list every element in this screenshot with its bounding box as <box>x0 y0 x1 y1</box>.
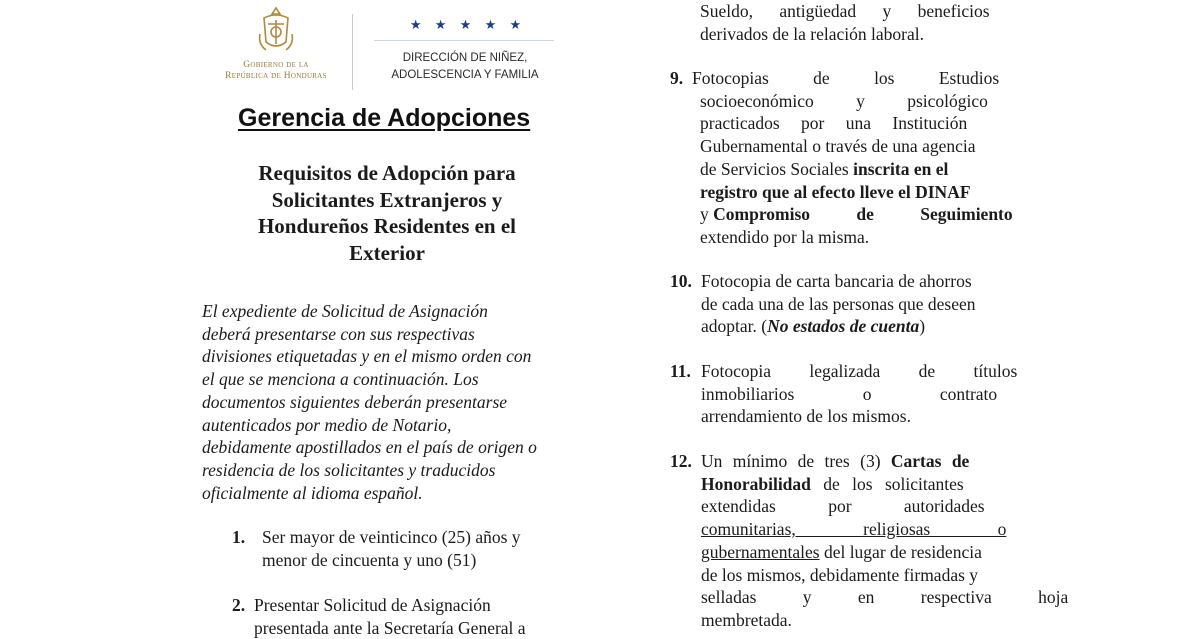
requirement-item <box>232 594 590 639</box>
coat-of-arms-icon <box>254 4 298 56</box>
item-line: Ser mayor de veinticinco (25) años y <box>262 527 521 547</box>
item-text: ) <box>919 316 926 337</box>
stars-icon: ★ ★ ★ ★ ★ <box>409 17 527 32</box>
item-line <box>701 315 1026 338</box>
item-line: Gubernamental o través de una agencia <box>700 136 976 157</box>
item-number: 2. <box>232 595 246 615</box>
item-line: practicados por una Institución <box>700 113 968 134</box>
government-logo <box>212 4 340 86</box>
document-subtitle <box>222 160 552 266</box>
item-number: 1. <box>232 527 246 547</box>
item-line: arrendamiento de los mismos. <box>701 406 911 427</box>
item-line <box>701 541 1026 564</box>
intro-line: divisiones etiquetadas y en el mismo orden con <box>202 346 532 367</box>
government-line: República de Honduras <box>225 71 327 81</box>
item-line: Presentar Solicitud de Asignación <box>254 595 491 615</box>
item-line: presentada ante la Secretaría General a <box>254 617 526 638</box>
item-number: 9. <box>670 68 684 88</box>
bold-italic-text: No estados de cuenta <box>767 316 920 337</box>
item-line: Fotocopias de los Estudios <box>692 68 1000 88</box>
intro-line: El expediente de Solicitud de Asignación <box>202 301 488 321</box>
item-number: 10. <box>670 271 692 291</box>
item-number: 12. <box>670 451 692 471</box>
bold-text: Compromiso de Seguimiento <box>713 204 1013 225</box>
item-line: de los mismos, debidamente firmadas y <box>701 564 979 585</box>
item-line: menor de cincuenta y uno (51) <box>262 549 477 570</box>
intro-line: autenticados por medio de Notario, <box>202 414 452 435</box>
item-text: del lugar de residencia <box>819 541 982 562</box>
requirement-item-10 <box>670 270 1026 338</box>
requirement-item-9 <box>670 67 1026 249</box>
text-line: Sueldo, antigüedad y beneficios <box>700 1 990 21</box>
item-text: de los solicitantes <box>810 473 964 494</box>
item-line <box>700 158 1026 181</box>
agency-line: DIRECCIÓN DE NIÑEZ, <box>402 52 528 64</box>
government-text <box>212 60 340 82</box>
subtitle-line: Hondureños Residentes en el <box>257 214 517 238</box>
subtitle-line: Solicitantes Extranjeros y <box>271 187 503 212</box>
intro-line: residencia de los solicitantes y traducidos <box>202 459 496 480</box>
continued-text <box>700 0 1026 45</box>
text-line: derivados de la relación laboral. <box>700 23 924 44</box>
agency-line: ADOLESCENCIA Y FAMILIA <box>391 69 539 81</box>
intro-paragraph <box>202 300 590 504</box>
item-line: extendidas por autoridades <box>701 496 985 517</box>
item-line <box>700 203 1026 226</box>
item-line: membretada. <box>701 609 792 630</box>
government-line: Gobierno de la <box>243 60 309 70</box>
item-line: extendido por la misma. <box>700 226 870 247</box>
item-text: de Servicios Sociales <box>700 158 854 179</box>
requirement-item-12 <box>670 450 1069 632</box>
intro-line: el que se menciona a continuación. Los <box>202 369 479 390</box>
intro-line: oficialmente al idioma español. <box>202 482 423 503</box>
intro-line: debidamente apostillados en el país de origen o <box>202 437 537 458</box>
subtitle-line: Requisitos de Adopción para <box>258 161 516 185</box>
intro-line: documentos siguientes deberán presentarse <box>202 391 508 412</box>
intro-line: deberá presentarse con sus respectivas <box>202 323 475 344</box>
underlined-text: gubernamentales <box>701 541 820 562</box>
item-line <box>701 450 1026 473</box>
header-rule <box>374 40 554 41</box>
item-line: de cada una de las personas que deseen <box>701 293 976 314</box>
bold-text: inscrita en el <box>853 158 949 179</box>
item-line <box>701 473 1026 496</box>
item-text: y <box>700 204 714 225</box>
item-line: Fotocopia legalizada de títulos <box>701 361 1018 381</box>
item-line: Fotocopia de carta bancaria de ahorros <box>701 271 972 291</box>
underlined-text: comunitarias, religiosas o <box>701 519 1007 540</box>
subtitle-line: Exterior <box>349 240 425 265</box>
bold-text: Honorabilidad <box>701 473 811 494</box>
page-title: Gerencia de Adopciones <box>238 104 531 132</box>
item-line: inmobiliarios o contrato <box>701 383 998 404</box>
header-divider <box>352 14 353 90</box>
bold-text: registro que al efecto lleve el DINAF <box>700 181 971 202</box>
requirement-item-11 <box>670 360 1026 428</box>
bold-text: Cartas de <box>890 451 970 471</box>
item-line: socioeconómico y psicológico <box>700 90 988 111</box>
agency-name <box>380 50 550 84</box>
item-text: adoptar. ( <box>701 316 768 337</box>
requirement-item <box>232 526 590 571</box>
item-line: selladas y en respectiva hoja <box>701 587 1069 608</box>
item-text: Un mínimo de tres (3) <box>701 451 891 471</box>
item-number: 11. <box>670 361 691 381</box>
